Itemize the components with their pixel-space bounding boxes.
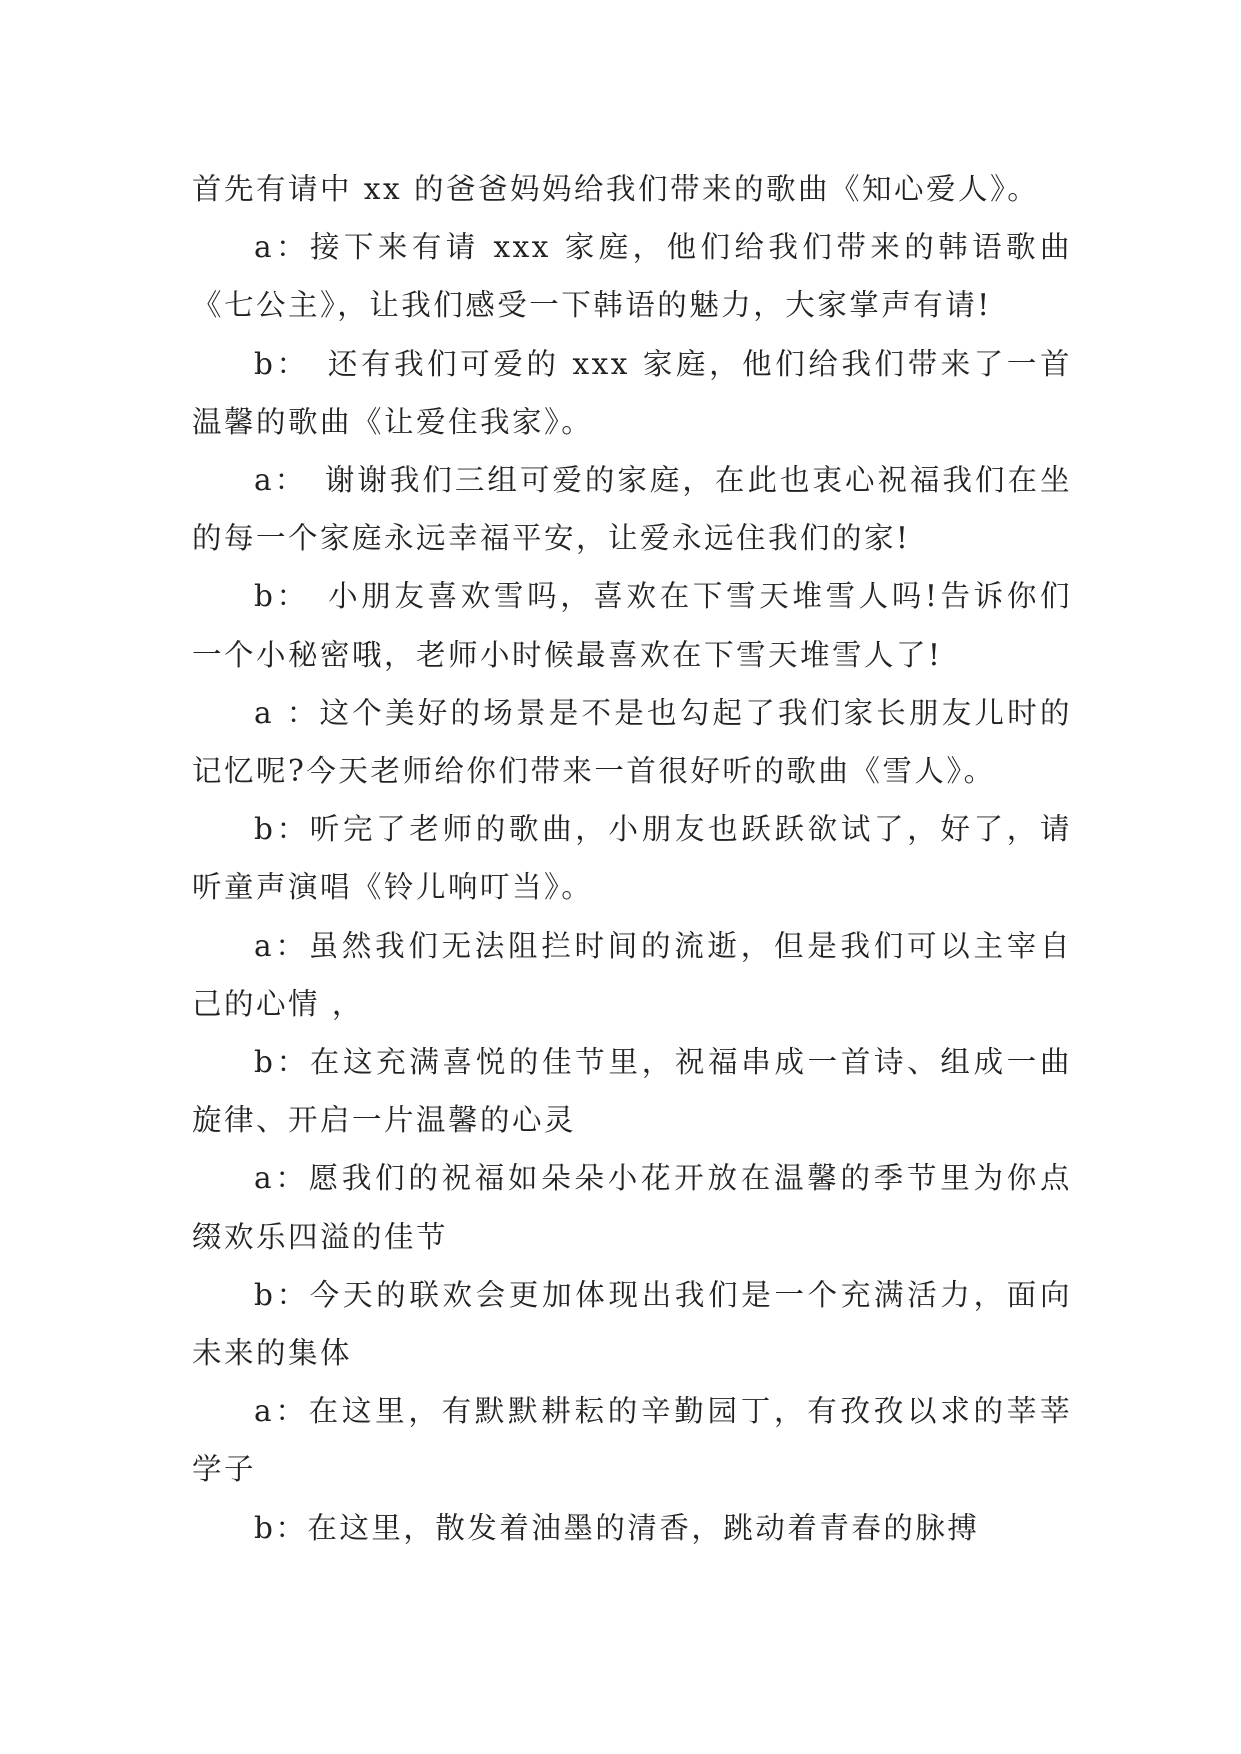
paragraph: a：在这里，有默默耕耘的辛勤园丁，有孜孜以求的莘莘学子 <box>192 1394 1072 1487</box>
paragraph: a：接下来有请 xxx 家庭，他们给我们带来的韩语歌曲《七公主》，让我们感受一下韩语的魅力，大家掌声有请! <box>192 230 1072 323</box>
paragraph: a：虽然我们无法阻拦时间的流逝，但是我们可以主宰自己的心情 ， <box>192 928 1072 1021</box>
paragraph: a ：这个美好的场景是不是也勾起了我们家长朋友儿时的记忆呢?今天老师给你们带来一首很好听的歌曲《雪人》。 <box>192 695 1072 789</box>
paragraph: b：今天的联欢会更加体现出我们是一个充满活力，面向未来的集体 <box>192 1277 1072 1371</box>
paragraph: 首先有请中 xx 的爸爸妈妈给我们带来的歌曲《知心爱人》。 <box>192 172 1040 206</box>
paragraph: b： 还有我们可爱的 xxx 家庭，他们给我们带来了一首温馨的歌曲《让爱住我家》。 <box>192 346 1072 439</box>
paragraph: b： 小朋友喜欢雪吗，喜欢在下雪天堆雪人吗!告诉你们一个小秘密哦，老师小时候最喜欢在下雪天堆雪人了! <box>192 579 1072 672</box>
paragraph: a：愿我们的祝福如朵朵小花开放在温馨的季节里为你点缀欢乐四溢的佳节 <box>192 1161 1072 1254</box>
paragraph: b：听完了老师的歌曲，小朋友也跃跃欲试了，好了，请听童声演唱《铃儿响叮当》。 <box>192 812 1072 905</box>
document-body <box>192 160 1072 1557</box>
paragraph: b：在这充满喜悦的佳节里，祝福串成一首诗、组成一曲旋律、开启一片温馨的心灵 <box>192 1045 1072 1138</box>
paragraph: b：在这里，散发着油墨的清香，跳动着青春的脉搏 <box>254 1510 980 1545</box>
paragraph: a： 谢谢我们三组可爱的家庭，在此也衷心祝福我们在坐的每一个家庭永远幸福平安，让爱永远住我们的家! <box>192 463 1072 556</box>
